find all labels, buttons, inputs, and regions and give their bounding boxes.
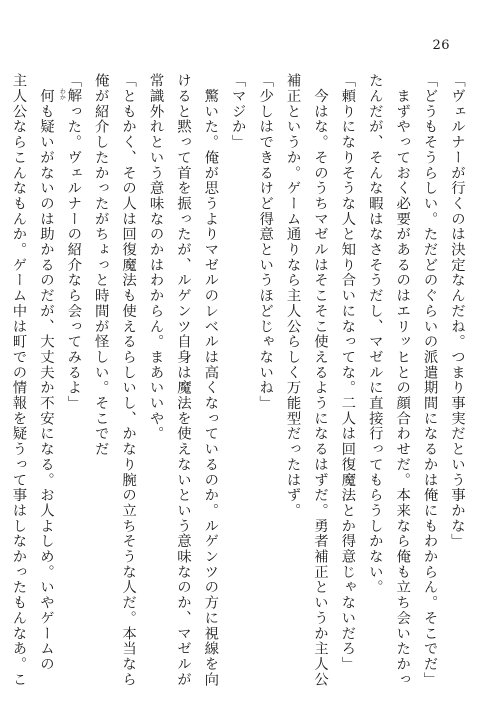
text-line: 今はな。そのうちマゼルはそこそこ使えるようになるはずだ。勇者補正というか主人公 [311,73,328,687]
ruby-base: 解 わか [58,88,82,104]
text-line: 「少しはできるけど得意というほどじゃないね」 [257,73,274,411]
text-line: たんだが、そんな暇はなさそうだし、マゼルに直接行ってもらうしかない。 [366,73,383,595]
text-line: 「頼りになりそうな人と知り合いになってな。二人は回復魔法とか得意じゃないだろ」 [339,73,356,672]
text-line: 「ヴェルナーが行くのは決定なんだね。つまり事実だという事かな」 [449,73,465,549]
text-line: けると黙って首を振ったが、ルゲンツ自身は魔法を使えないという意味なのか、マゼルが [174,73,191,687]
text-line: 主人公ならこんなもんか。ゲーム中は町での情報を疑うって事はしなかったもんなあ。こ [10,73,27,687]
vertical-body-text [10,73,470,687]
text-line: 俺が紹介したかったがちょっと時間が怪しい。そこでだ [92,73,109,457]
text-line: 「ともかく、その人は回復魔法も使えるらしいし、かなり腕の立ちそうな人だ。本当なら [120,73,137,687]
text-line: 補正というか。ゲーム通りなら主人公らしく万能型だったはず。 [284,73,301,519]
text-line: 「マジか」 [229,73,246,150]
text-line: まずやっておく必要があるのはエリッヒとの顔合わせだ。本来なら俺も立ち会いたかっ [394,73,411,687]
page-number: 26 [432,38,450,53]
ruby-reading: わか [58,88,66,101]
text-line-with-ruby: 「解 わか った。ヴェルナーの紹介なら会ってみるよ」 [58,73,82,411]
text-line: 驚いた。俺が思うよりマゼルのレベルは高くなっているのか。ルゲンツの方に視線を向 [202,73,219,687]
text-line: 「どうもそうらしい。ただどのぐらいの派遣期間になるかは俺にもわからん。そこでだ」 [421,73,438,687]
text-line: 常識外れという意味なのかはわからん。まあいいや。 [147,73,164,442]
text-line: 何も疑いがないのは助かるのだが、大丈夫か不安になる。お人よしめ。いやゲームの [37,73,54,672]
